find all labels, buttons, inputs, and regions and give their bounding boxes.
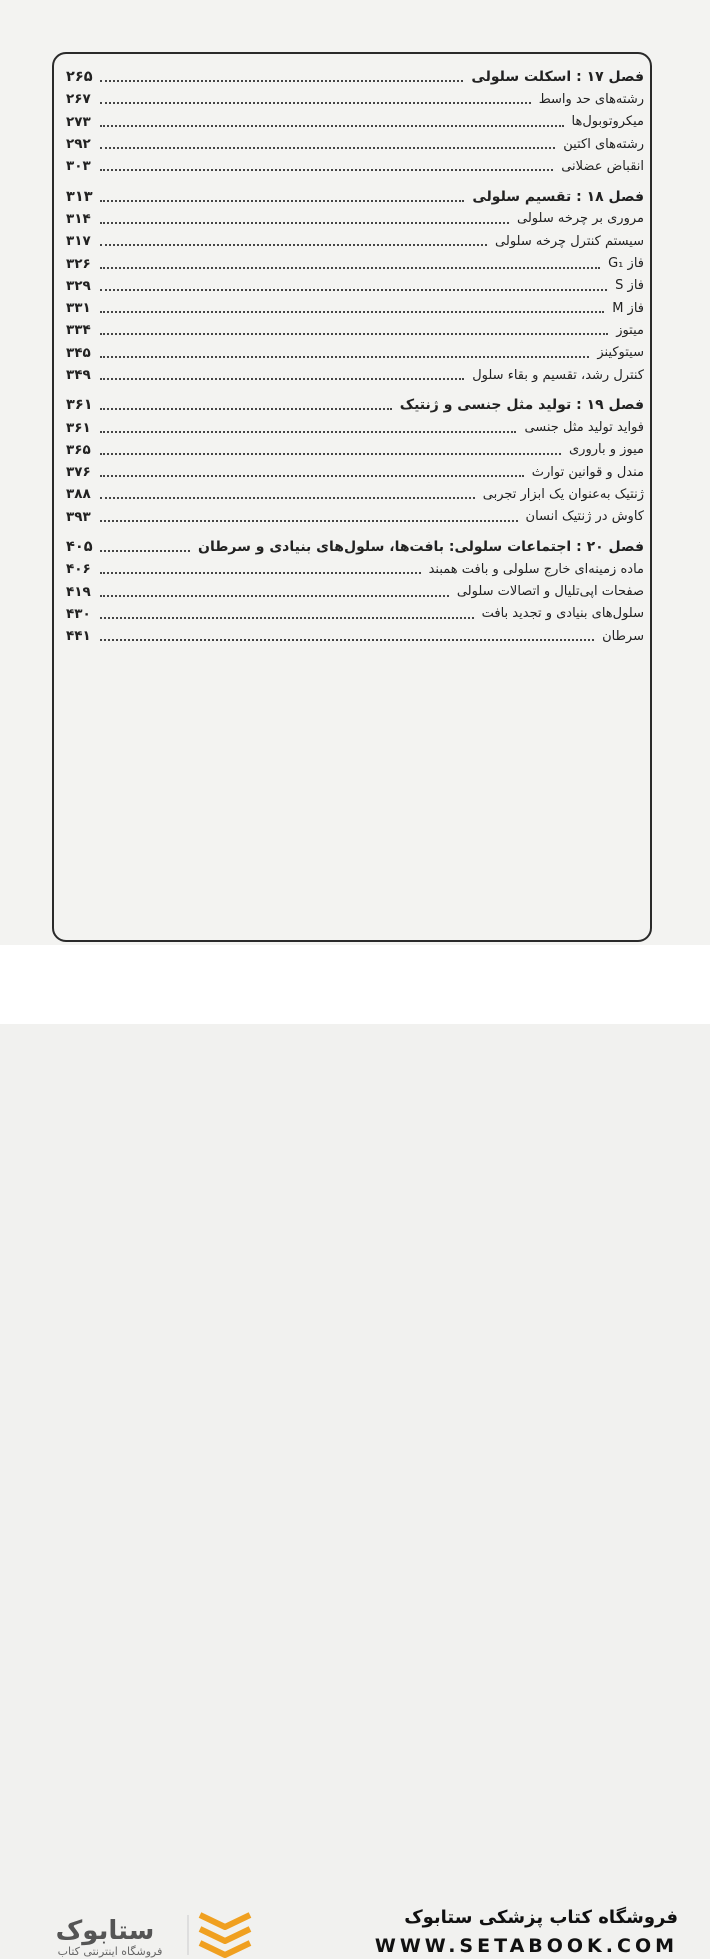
page-number: ۳۶۱ (66, 397, 93, 414)
dot-leader (100, 80, 463, 82)
toc-section-row[interactable] (66, 439, 644, 461)
page-number: ۲۹۲ (66, 136, 91, 153)
page-number: ۳۶۵ (66, 441, 91, 458)
dot-leader (100, 475, 524, 477)
section-title: مروری بر چرخه سلولی (517, 211, 644, 227)
dot-leader (100, 453, 561, 455)
toc-chapter-row[interactable] (66, 394, 644, 416)
chapter-gap (66, 528, 644, 536)
section-title: فواید تولید مثل جنسی (524, 420, 644, 436)
page-number: ۳۷۶ (66, 464, 91, 481)
toc-section-row[interactable] (66, 230, 644, 252)
section-title: کاوش در ژنتیک انسان (525, 509, 644, 525)
table-of-contents (66, 66, 644, 647)
dot-leader (100, 356, 589, 358)
chapter-title: فصل ۲۰ : اجتماعات سلولی: بافت‌ها، سلول‌های بنیادی و سرطان (198, 539, 644, 556)
dot-leader (100, 311, 604, 313)
section-title: فاز S (615, 278, 644, 294)
section-title: مندل و قوانین توارث (531, 464, 644, 480)
toc-section-row[interactable] (66, 364, 644, 386)
section-title: میکروتوبول‌ها (571, 114, 644, 130)
page-number: ۳۳۱ (66, 300, 91, 317)
toc-chapter-row[interactable] (66, 536, 644, 558)
section-title: فاز M (612, 300, 644, 316)
page-number: ۲۶۵ (66, 69, 93, 86)
dot-leader (100, 431, 516, 433)
page-number: ۴۴۱ (66, 628, 91, 645)
section-title: ماده زمینه‌ای خارج سلولی و بافت همبند (428, 561, 644, 577)
toc-section-row[interactable] (66, 416, 644, 438)
dot-leader (100, 147, 555, 149)
page-number: ۳۰۳ (66, 158, 91, 175)
toc-chapter-row[interactable] (66, 66, 644, 88)
chapter-title: فصل ۱۹ : تولید مثل جنسی و ژنتیک (399, 397, 644, 414)
page-number: ۳۱۳ (66, 188, 93, 205)
dot-leader (100, 595, 449, 597)
dot-leader (100, 222, 509, 224)
page-number: ۳۳۴ (66, 322, 91, 339)
toc-section-row[interactable] (66, 252, 644, 274)
dot-leader (100, 572, 421, 574)
toc-section-row[interactable] (66, 155, 644, 177)
toc-section-row[interactable] (66, 275, 644, 297)
book-page (0, 0, 710, 945)
logo-tagline: فروشگاه اینترنتی کتاب (57, 1945, 163, 1958)
page-number: ۳۲۶ (66, 255, 91, 272)
footer-banner (0, 945, 710, 1958)
page-number: ۳۱۴ (66, 210, 91, 227)
section-title: کنترل رشد، تقسیم و بقاء سلول (472, 367, 644, 383)
toc-section-row[interactable] (66, 581, 644, 603)
toc-section-row[interactable] (66, 625, 644, 647)
section-title: رشته‌های اکتین (563, 136, 644, 152)
toc-section-row[interactable] (66, 342, 644, 364)
logo-brand: ستابوک (55, 1916, 155, 1946)
store-url[interactable]: WWW.SETABOOK.COM (374, 1935, 678, 1957)
dot-leader (100, 267, 600, 269)
dot-leader (100, 639, 594, 641)
dot-leader (100, 617, 474, 619)
dot-leader (100, 200, 464, 202)
toc-section-row[interactable] (66, 111, 644, 133)
store-name: فروشگاه کتاب پزشکی ستابوک (404, 1907, 678, 1928)
page-number: ۲۷۳ (66, 113, 91, 130)
dot-leader (100, 102, 531, 104)
section-title: ژنتیک به‌عنوان یک ابزار تجربی (482, 486, 644, 502)
page-number: ۳۲۹ (66, 277, 91, 294)
toc-section-row[interactable] (66, 88, 644, 110)
toc-section-row[interactable] (66, 297, 644, 319)
toc-section-row[interactable] (66, 483, 644, 505)
page-number: ۴۰۵ (66, 539, 93, 556)
dot-leader (100, 520, 518, 522)
chapter-title: فصل ۱۷ : اسکلت سلولی (471, 69, 644, 86)
toc-chapter-row[interactable] (66, 185, 644, 207)
dot-leader (100, 333, 608, 335)
page-number: ۳۴۹ (66, 367, 91, 383)
page-number: ۲۶۷ (66, 91, 91, 108)
section-title: انقباض عضلانی (561, 158, 644, 174)
page-number: ۳۶۱ (66, 419, 91, 436)
section-title: سلول‌های بنیادی و تجدید بافت (481, 606, 644, 622)
dot-leader (100, 289, 607, 291)
page-number: ۴۰۶ (66, 561, 91, 578)
toc-section-row[interactable] (66, 208, 644, 230)
chapter-title: فصل ۱۸ : تقسیم سلولی (472, 188, 644, 205)
section-title: سرطان (602, 628, 644, 644)
book-stack-icon (200, 1915, 250, 1955)
section-title: سیستم کنترل چرخه سلولی (495, 233, 644, 249)
section-title: سیتوکینز (597, 345, 644, 361)
page-number: ۳۹۳ (66, 508, 91, 525)
page-number: ۳۸۸ (66, 486, 91, 503)
chapter-gap (66, 386, 644, 394)
page-number: ۳۱۷ (66, 233, 91, 250)
page-number: ۴۳۰ (66, 605, 91, 622)
section-title: صفحات اپی‌تلیال و اتصالات سلولی (456, 584, 644, 600)
toc-section-row[interactable] (66, 133, 644, 155)
dot-leader (100, 169, 553, 171)
toc-section-row[interactable] (66, 558, 644, 580)
toc-section-row[interactable] (66, 319, 644, 341)
dot-leader (100, 497, 475, 499)
toc-section-row[interactable] (66, 506, 644, 528)
section-title: رشته‌های حد واسط (538, 91, 644, 107)
section-title: فاز G₁ (608, 256, 644, 272)
dot-leader (100, 550, 190, 552)
section-title: میتوز (616, 322, 644, 338)
dot-leader (100, 408, 392, 410)
dot-leader (100, 244, 487, 246)
page-number: ۴۱۹ (66, 583, 91, 600)
toc-section-row[interactable] (66, 461, 644, 483)
chapter-gap (66, 177, 644, 185)
page-number: ۳۴۵ (66, 344, 91, 361)
setabook-logo[interactable] (30, 1909, 280, 1959)
dot-leader (100, 378, 464, 380)
section-title: میوز و باروری (568, 442, 644, 458)
toc-section-row[interactable] (66, 603, 644, 625)
dot-leader (100, 125, 564, 127)
